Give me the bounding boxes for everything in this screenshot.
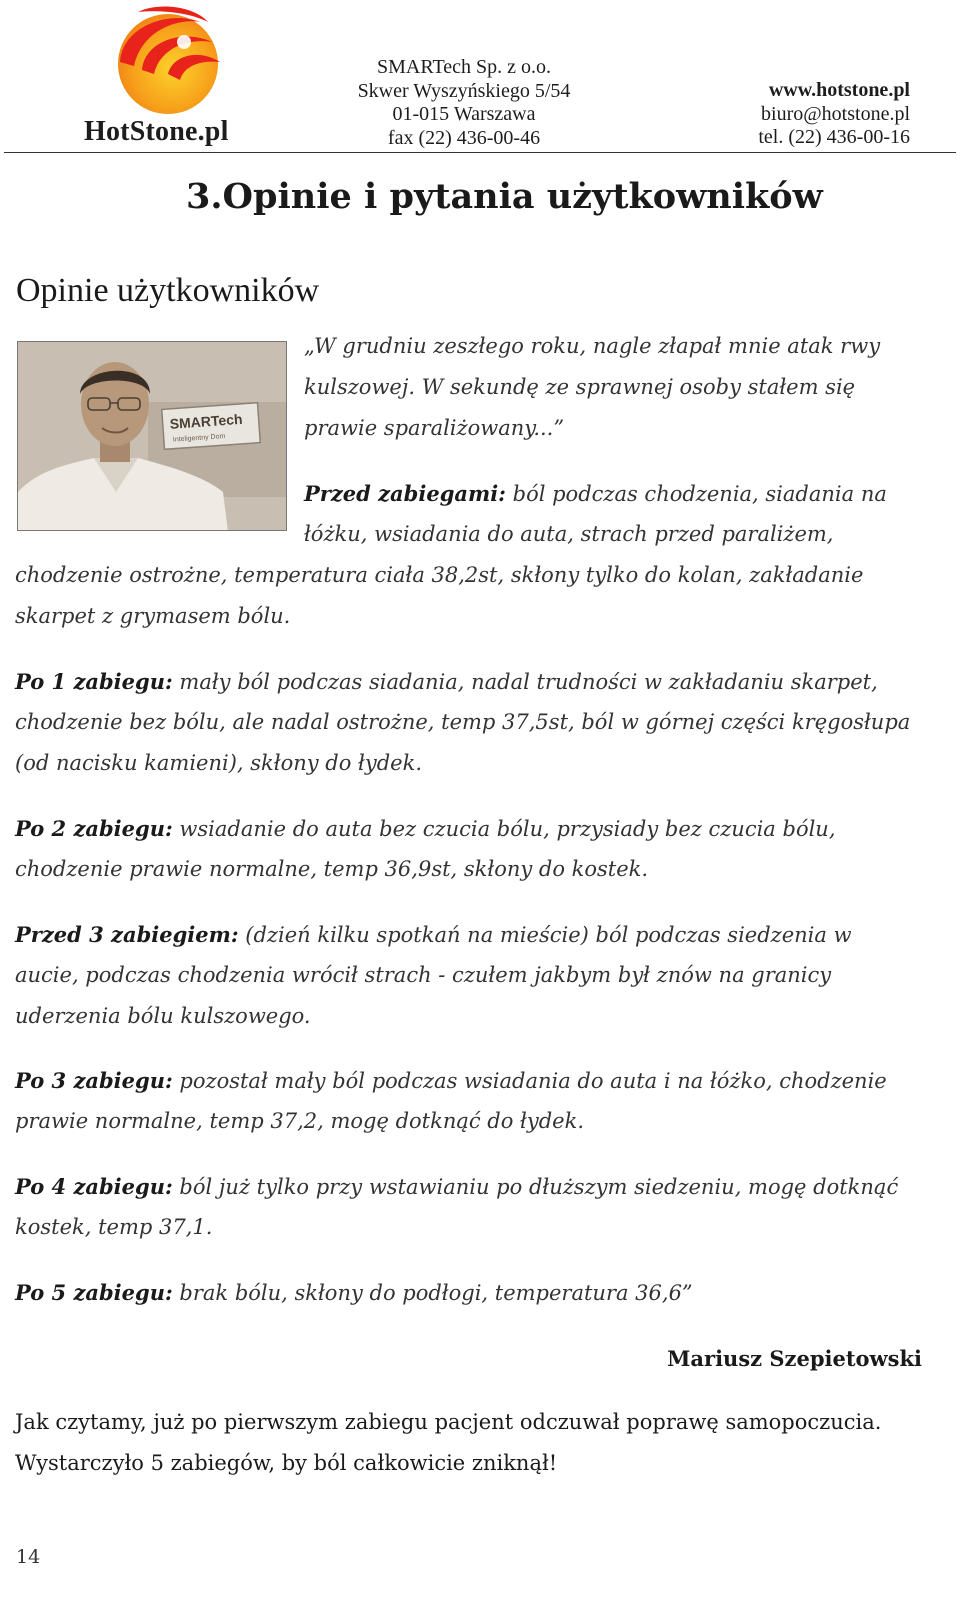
before-3-line: Przed 3 zabiegiem: (dzień kilku spotkań na mieście) ból podczas siedzenia w bbox=[15, 922, 852, 947]
before-treatment-line: łóżku, wsiadania do auta, strach przed paraliżem, bbox=[304, 522, 834, 546]
brand-name: HotStone.pl bbox=[84, 116, 229, 147]
photo-sign-subtext: Inteligentny Dom bbox=[172, 433, 226, 444]
after-3-label: Po 3 zabiegu: bbox=[15, 1068, 173, 1093]
main-heading: 3.Opinie i pytania użytkowników bbox=[186, 176, 823, 217]
website-link[interactable]: www.hotstone.pl bbox=[768, 79, 910, 101]
before-treatment-line: skarpet z grymasem bólu. bbox=[15, 604, 291, 628]
after-4-line: kostek, temp 37,1. bbox=[15, 1215, 213, 1239]
phone-number: tel. (22) 436-00-16 bbox=[758, 126, 910, 148]
header-divider bbox=[4, 152, 956, 153]
before-3-line: aucie, podczas chodzenia wrócił strach - czułem jakbym był znów na granicy bbox=[15, 963, 832, 987]
before-3-line: uderzenia bólu kulszowego. bbox=[15, 1004, 311, 1028]
after-1-label: Po 1 zabiegu: bbox=[15, 669, 173, 694]
after-1-line: (od nacisku kamieni), skłony do łydek. bbox=[15, 751, 422, 775]
after-4-label: Po 4 zabiegu: bbox=[15, 1174, 173, 1199]
photo-sign-text: SMARTech bbox=[169, 410, 243, 432]
after-2-label: Po 2 zabiegu: bbox=[15, 816, 173, 841]
quote-line: kulszowej. W sekundę ze sprawnej osoby stałem się bbox=[304, 375, 856, 399]
portrait-image bbox=[18, 342, 287, 531]
quote-line: prawie sparaliżowany...” bbox=[304, 416, 565, 440]
company-address: SMARTech Sp. z o.o. Skwer Wyszyńskiego 5/54 01-015 Warszawa fax (22) 436-00-46 bbox=[357, 56, 571, 149]
before-treatment-line: Przed zabiegami: ból podczas chodzenia, siadania na bbox=[304, 481, 887, 506]
after-3-line: Po 3 zabiegu: pozostał mały ból podczas wsiadania do auta i na łóżko, chodzenie bbox=[15, 1068, 887, 1093]
before-3-label: Przed 3 zabiegiem: bbox=[15, 922, 239, 947]
page-number: 14 bbox=[16, 1546, 41, 1568]
testimonial-photo bbox=[17, 341, 287, 531]
page-header bbox=[0, 0, 960, 155]
quote-line: „W grudniu zeszłego roku, nagle złapał mnie atak rwy bbox=[304, 334, 881, 358]
after-3-line: prawie normalne, temp 37,2, mogę dotknąć do łydek. bbox=[15, 1109, 584, 1133]
testimonial-signature: Mariusz Szepietowski bbox=[667, 1346, 922, 1371]
after-1-line: Po 1 zabiegu: mały ból podczas siadania, nadal trudności w zakładaniu skarpet, bbox=[15, 669, 878, 694]
after-5-label: Po 5 zabiegu: bbox=[15, 1280, 173, 1305]
after-1-line: chodzenie bez bólu, ale nadal ostrożne, temp 37,5st, ból w górnej części kręgosłupa bbox=[15, 710, 911, 734]
summary-line: Jak czytamy, już po pierwszym zabiegu pacjent odczuwał poprawę samopoczucia. bbox=[15, 1410, 882, 1434]
summary-line: Wystarczyło 5 zabiegów, by ból całkowicie zniknął! bbox=[15, 1451, 558, 1475]
after-4-line: Po 4 zabiegu: ból już tylko przy wstawianiu po dłuższym siedzeniu, mogę dotknąć bbox=[15, 1174, 899, 1199]
hotstone-logo-icon bbox=[108, 4, 226, 116]
sub-heading: Opinie użytkowników bbox=[16, 272, 320, 309]
after-5-line: Po 5 zabiegu: brak bólu, skłony do podłogi, temperatura 36,6” bbox=[15, 1280, 693, 1305]
after-2-line: Po 2 zabiegu: wsiadanie do auta bez czucia bólu, przysiady bez czucia bólu, bbox=[15, 816, 836, 841]
before-treatment-line: chodzenie ostrożne, temperatura ciała 38,2st, skłony tylko do kolan, zakładanie bbox=[15, 563, 864, 587]
after-2-line: chodzenie prawie normalne, temp 36,9st, skłony do kostek. bbox=[15, 857, 649, 881]
company-contact bbox=[640, 79, 910, 150]
email-link[interactable]: biuro@hotstone.pl bbox=[761, 102, 910, 125]
before-treatment-label: Przed zabiegami: bbox=[304, 481, 506, 506]
